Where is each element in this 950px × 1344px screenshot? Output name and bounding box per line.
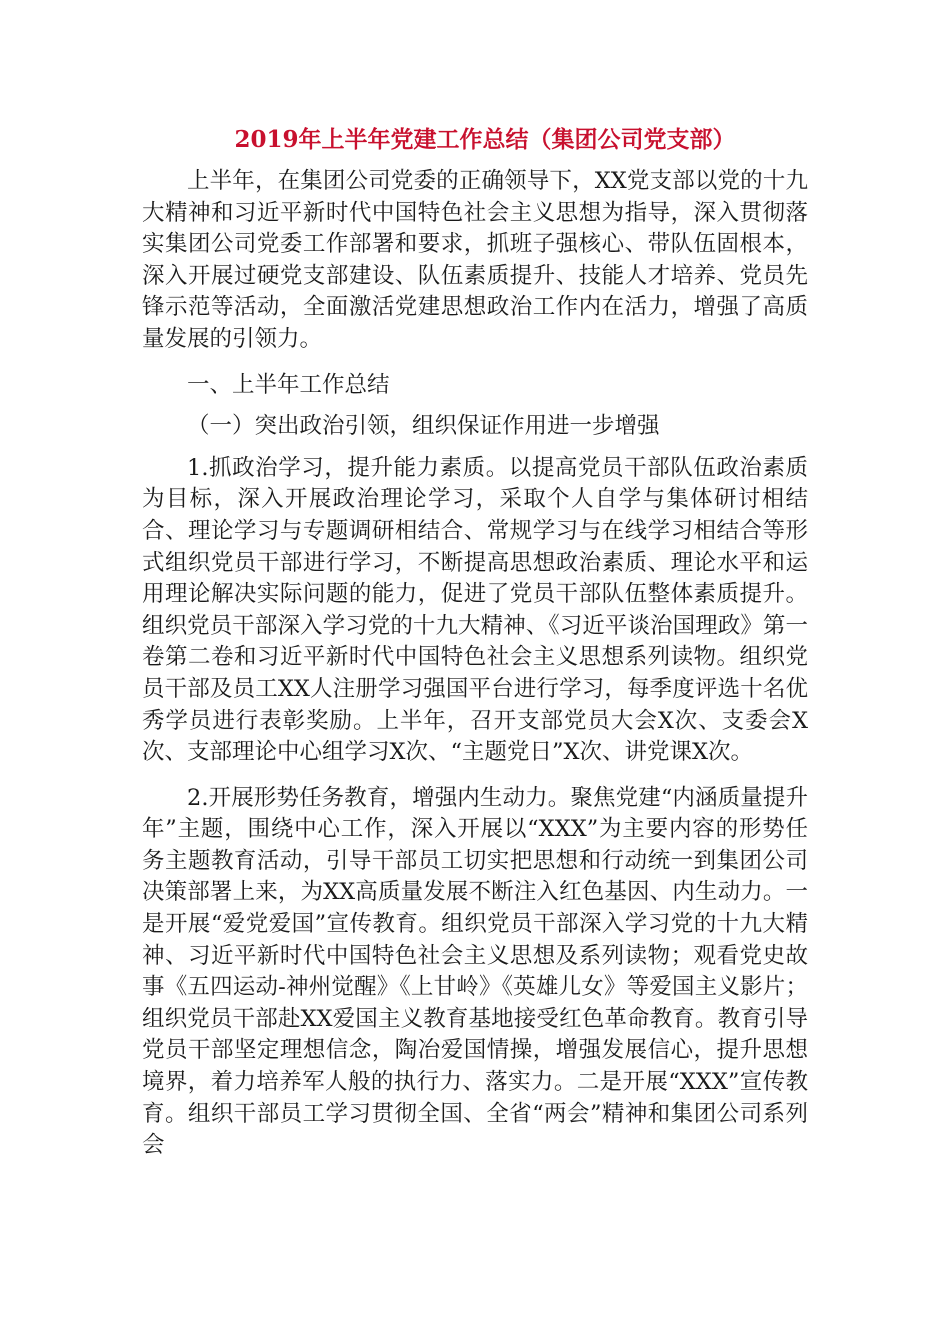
section-heading: 一、上半年工作总结 <box>187 371 390 398</box>
document-title: 2019年上半年党建工作总结（集团公司党支部） <box>234 126 736 153</box>
intro-paragraph: 上半年，在集团公司党委的正确领导下，XX党支部以党的十九大精神和习近平新时代中国特色社会主义思想为指导，深入贯彻落实集团公司党委工作部署和要求，抓班子强核心、带队伍固根本，深入开展过硬党支部建设、队伍素质提升、技能人才培养、党员先锋示范等活动，全面激活党建思想政治工作内在活力，增强了高质量发展的引领力。 <box>142 168 808 352</box>
document-body <box>142 120 808 1162</box>
item-paragraph-2: 2.开展形势任务教育，增强内生动力。聚焦党建“内涵质量提升年”主题，围绕中心工作，深入开展以“XXX”为主要内容的形势任务主题教育活动，引导干部员工切实把思想和行动统一到集团公司决策部署上来，为XX高质量发展不断注入红色基因、内生动力。一是开展“爱党爱国”宣传教育。组织党员干部深入学习党的十九大精神、习近平新时代中国特色社会主义思想及系列读物；观看党史故事《五四运动-神州觉醒》《上甘岭》《英雄儿女》等爱国主义影片；组织党员干部赴XX爱国主义教育基地接受红色革命教育。教育引导党员干部坚定理想信念，陶冶爱国情操，增强发展信心，提升思想境界，着力培养军人般的执行力、落实力。二是开展“XXX”宣传教育。组织干部员工学习贯彻全国、全省“两会”精神和集团公司系列会 <box>142 784 808 1159</box>
subsection-heading: （一）突出政治引领，组织保证作用进一步增强 <box>187 413 660 440</box>
item-paragraph-1: 1.抓政治学习，提升能力素质。以提高党员干部队伍政治素质为目标，深入开展政治理论学习，采取个人自学与集体研讨相结合、理论学习与专题调研相结合、常规学习与在线学习相结合等形式组织党员干部进行学习，不断提高思想政治素质、理论水平和运用理论解决实际问题的能力，促进了党员干部队伍整体素质提升。组织党员干部深入学习党的十九大精神、《习近平谈治国理政》第一卷第二卷和习近平新时代中国特色社会主义思想系列读物。组织党员干部及员工XX人注册学习强国平台进行学习，每季度评选十名优秀学员进行表彰奖励。上半年，召开支部党员大会X次、支委会X次、支部理论中心组学习X次、“主题党日”X次、讲党课X次。 <box>142 454 808 766</box>
